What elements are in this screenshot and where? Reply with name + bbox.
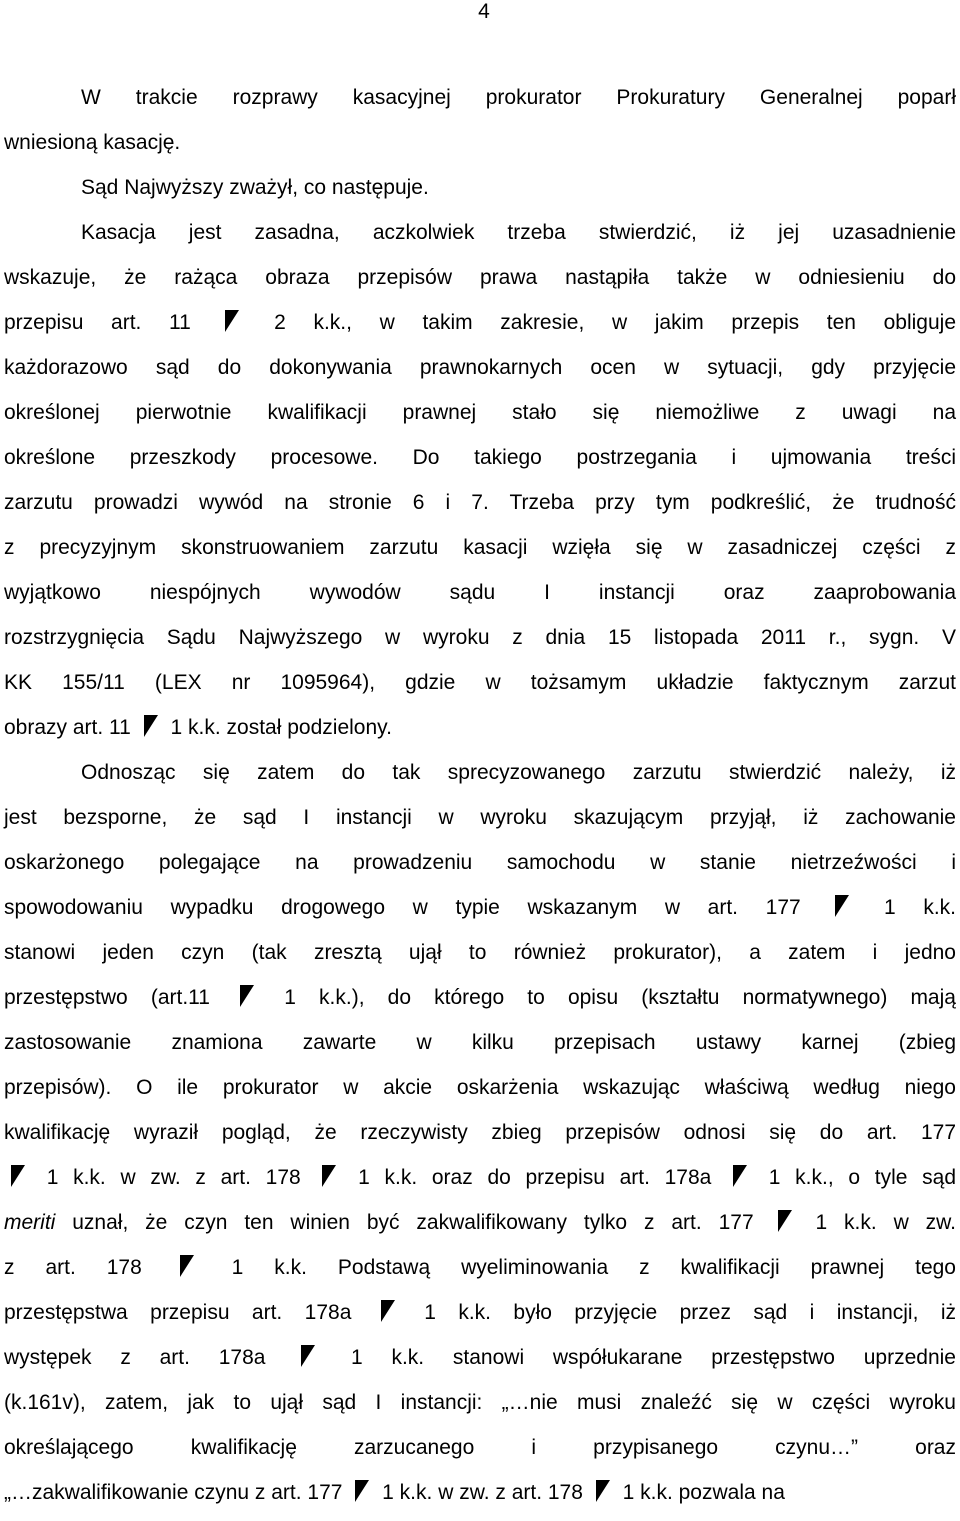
text-segment: kwalifikację wyraził pogląd, że rzeczywisty zbieg przepisów odnosi się do art. 177	[4, 1121, 956, 1144]
text-line	[4, 1118, 956, 1148]
text-line	[81, 758, 956, 788]
section-sign-icon	[774, 1208, 796, 1234]
text-line	[4, 1298, 956, 1328]
text-segment: obrazy art. 11	[4, 716, 131, 739]
text-segment: 1 k.k. było przyjęcie przez sąd i instancji, iż	[424, 1301, 956, 1324]
text-segment: rozstrzygnięcia Sądu Najwyższego w wyroku z dnia 15 listopada 2011 r., sygn. V	[4, 626, 956, 649]
text-segment: 1 k.k.	[884, 896, 956, 919]
text-segment: Odnosząc się zatem do tak sprecyzowanego zarzutu stwierdzić należy, iż	[81, 761, 956, 784]
text-line	[4, 713, 956, 743]
text-segment: 1 k.k. w zw.	[815, 1211, 956, 1234]
section-sign-icon	[297, 1343, 319, 1369]
section-sign-icon	[140, 713, 162, 739]
text-segment: 1 k.k. został podzielony.	[170, 716, 392, 739]
text-line	[4, 488, 956, 518]
text-segment: zastosowanie znamiona zawarte w kilku przepisach ustawy karnej (zbieg	[4, 1031, 956, 1054]
text-segment: każdorazowo sąd do dokonywania prawnokarnych ocen w sytuacji, gdy przyjęcie	[4, 356, 956, 379]
text-segment: 2 k.k., w takim zakresie, w jakim przepis ten obliguje	[274, 311, 956, 334]
text-line	[4, 1433, 956, 1463]
text-segment: oskarżonego polegające na prowadzeniu samochodu w stanie nietrzeźwości i	[4, 851, 956, 874]
section-sign-icon	[729, 1163, 751, 1189]
text-line	[4, 668, 956, 698]
section-sign-icon	[318, 1163, 340, 1189]
text-line	[4, 1253, 956, 1283]
text-line	[4, 263, 956, 293]
text-segment: 1 k.k. stanowi współukarane przestępstwo uprzednie	[351, 1346, 956, 1369]
text-line	[4, 623, 956, 653]
section-sign-icon	[221, 308, 243, 334]
text-segment: 1 k.k. pozwala na	[622, 1481, 785, 1504]
text-line	[4, 1208, 956, 1238]
section-sign-icon	[351, 1478, 373, 1504]
text-segment: 1 k.k. w zw. z art. 178	[46, 1166, 301, 1189]
text-segment: z art. 178	[4, 1256, 142, 1279]
text-line	[4, 1073, 956, 1103]
text-line	[4, 938, 956, 968]
text-segment: przestępstwo (art.11	[4, 986, 210, 1009]
text-line	[4, 353, 956, 383]
text-segment: wniesioną kasację.	[4, 131, 181, 154]
text-segment: spowodowaniu wypadku drogowego w typie wskazanym w art. 177	[4, 896, 801, 919]
text-segment: W trakcie rozprawy kasacyjnej prokurator Prokuratury Generalnej poparł	[81, 86, 956, 109]
text-line	[4, 308, 956, 338]
text-line	[4, 443, 956, 473]
section-sign-icon	[176, 1253, 198, 1279]
text-segment: „…zakwalifikowanie czynu z art. 177	[4, 1481, 343, 1504]
text-segment: występek z art. 178a	[4, 1346, 266, 1369]
text-segment: jest bezsporne, że sąd I instancji w wyroku skazującym przyjął, iż zachowanie	[4, 806, 956, 829]
text-segment: z precyzyjnym skonstruowaniem zarzutu kasacji wzięła się w zasadniczej części z	[4, 536, 956, 559]
text-segment: wskazuje, że rażąca obraza przepisów prawa nastąpiła także w odniesieniu do	[4, 266, 956, 289]
text-segment: 1 k.k.), do którego to opisu (kształtu normatywnego) mają	[284, 986, 956, 1009]
text-segment: 1 k.k. w zw. z art. 178	[382, 1481, 583, 1504]
text-segment: określającego kwalifikację zarzucanego i przypisanego czynu…” oraz	[4, 1436, 956, 1459]
text-line	[4, 533, 956, 563]
text-line	[4, 398, 956, 428]
text-line	[4, 848, 956, 878]
text-segment: przestępstwa przepisu art. 178a	[4, 1301, 352, 1324]
text-segment: 1 k.k., o tyle sąd	[768, 1166, 957, 1189]
text-segment: uznał, że czyn ten winien być zakwalifikowany tylko z art. 177	[55, 1211, 754, 1234]
text-segment: 1 k.k. Podstawą wyeliminowania z kwalifikacji prawnej tego	[231, 1256, 956, 1279]
text-line	[4, 893, 956, 923]
section-sign-icon	[236, 983, 258, 1009]
text-segment: przepisów). O ile prokurator w akcie oskarżenia wskazując właściwą według niego	[4, 1076, 956, 1099]
text-line	[4, 983, 956, 1013]
section-sign-icon	[831, 893, 853, 919]
section-sign-icon	[377, 1298, 399, 1324]
text-line	[4, 1343, 956, 1373]
text-segment: wyjątkowo niespójnych wywodów sądu I instancji oraz zaaprobowania	[4, 581, 956, 604]
text-segment: stanowi jeden czyn (tak zresztą ujął to również prokurator), a zatem i jedno	[4, 941, 956, 964]
text-line	[4, 1028, 956, 1058]
text-segment: (k.161v), zatem, jak to ujął sąd I instancji: „…nie musi znaleźć się w części wyroku	[4, 1391, 956, 1414]
text-line	[4, 803, 956, 833]
section-sign-icon	[7, 1163, 29, 1189]
text-line	[4, 1163, 956, 1193]
text-line	[4, 1388, 956, 1418]
text-line	[4, 128, 956, 158]
text-line	[4, 578, 956, 608]
text-line	[81, 173, 956, 203]
text-segment: KK 155/11 (LEX nr 1095964), gdzie w tożsamym układzie faktycznym zarzut	[4, 671, 956, 694]
page-number: 4	[478, 0, 490, 23]
text-segment: przepisu art. 11	[4, 311, 191, 334]
text-line	[81, 218, 956, 248]
italic-word: meriti	[4, 1211, 56, 1234]
text-segment: określone przeszkody procesowe. Do takiego postrzegania i ujmowania treści	[4, 446, 956, 469]
text-segment: zarzutu prowadzi wywód na stronie 6 i 7. Trzeba przy tym podkreślić, że trudność	[4, 491, 956, 514]
text-line	[4, 1478, 956, 1508]
text-line	[81, 83, 956, 113]
section-sign-icon	[592, 1478, 614, 1504]
text-segment: określonej pierwotnie kwalifikacji prawnej stało się niemożliwe z uwagi na	[4, 401, 956, 424]
text-segment: Sąd Najwyższy zważył, co następuje.	[81, 176, 429, 199]
text-segment: Kasacja jest zasadna, aczkolwiek trzeba stwierdzić, iż jej uzasadnienie	[81, 221, 956, 244]
text-segment: 1 k.k. oraz do przepisu art. 178a	[358, 1166, 712, 1189]
